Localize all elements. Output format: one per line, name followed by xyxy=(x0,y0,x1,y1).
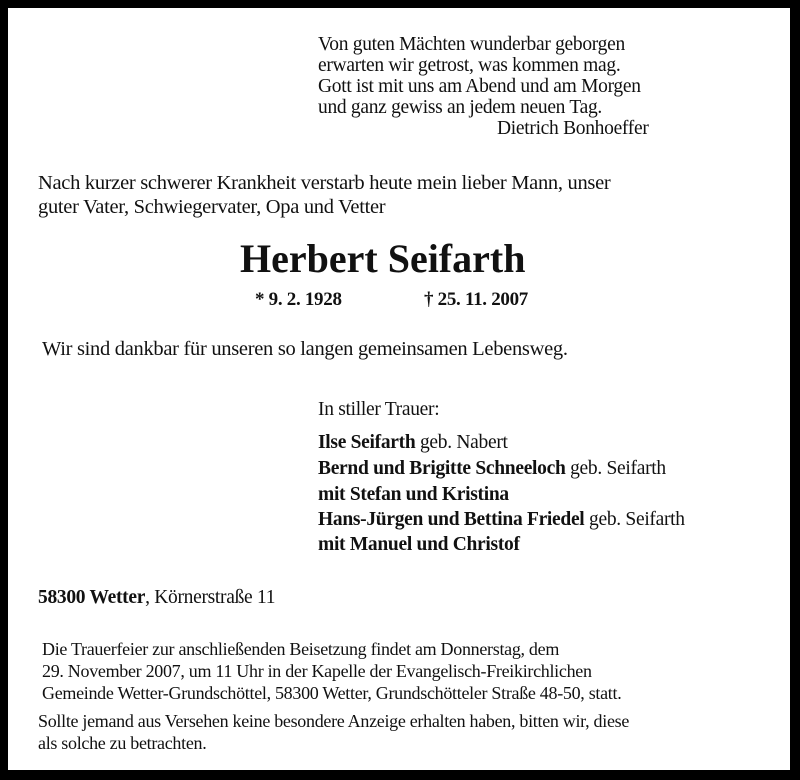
mourner-name: Hans-Jürgen und Bettina Friedel xyxy=(318,509,585,530)
mourner-note: geb. Seifarth xyxy=(565,458,666,479)
mourner-line xyxy=(318,432,508,454)
mourners-heading: In stiller Trauer: xyxy=(318,399,440,420)
funeral-line: 29. November 2007, um 11 Uhr in der Kapelle der Evangelisch-Freikirchlichen xyxy=(42,661,592,681)
intro-line: Nach kurzer schwerer Krankheit verstarb heute mein lieber Mann, unser xyxy=(38,172,611,194)
address-street: , Körnerstraße 11 xyxy=(145,587,276,608)
gratitude-text: Wir sind dankbar für unseren so langen gemeinsamen Lebensweg. xyxy=(42,338,568,360)
birth-date: * 9. 2. 1928 xyxy=(255,289,342,310)
mourner-line xyxy=(318,458,666,480)
intro-line: guter Vater, Schwiegervater, Opa und Vetter xyxy=(38,196,386,218)
funeral-line: Die Trauerfeier zur anschließenden Beisetzung findet am Donnerstag, dem xyxy=(42,639,560,659)
poem-author: Dietrich Bonhoeffer xyxy=(497,118,649,139)
notice-line: Sollte jemand aus Versehen keine besondere Anzeige erhalten haben, bitten wir, diese xyxy=(38,711,630,731)
poem-line: erwarten wir getrost, was kommen mag. xyxy=(318,55,621,76)
mourner-name: mit Stefan und Kristina xyxy=(318,484,509,505)
poem-line: und ganz gewiss an jedem neuen Tag. xyxy=(318,97,602,118)
mourner-name: mit Manuel und Christof xyxy=(318,534,520,555)
notice-line: als solche zu betrachten. xyxy=(38,733,207,753)
mourner-line xyxy=(318,534,520,556)
funeral-line: Gemeinde Wetter-Grundschöttel, 58300 Wetter, Grundschötteler Straße 48-50, statt. xyxy=(42,683,622,703)
mourner-line xyxy=(318,509,685,531)
mourner-note: geb. Seifarth xyxy=(584,509,685,530)
poem-line: Von guten Mächten wunderbar geborgen xyxy=(318,34,625,55)
mourner-name: Ilse Seifarth xyxy=(318,432,416,453)
mourner-note: geb. Nabert xyxy=(415,432,508,453)
death-date: † 25. 11. 2007 xyxy=(424,289,529,310)
poem-line: Gott ist mit uns am Abend und am Morgen xyxy=(318,76,641,97)
mourner-line xyxy=(318,484,509,506)
deceased-name: Herbert Seifarth xyxy=(240,236,526,281)
address xyxy=(38,587,275,609)
mourner-name: Bernd und Brigitte Schneeloch xyxy=(318,458,566,479)
address-city: 58300 Wetter xyxy=(38,587,146,608)
